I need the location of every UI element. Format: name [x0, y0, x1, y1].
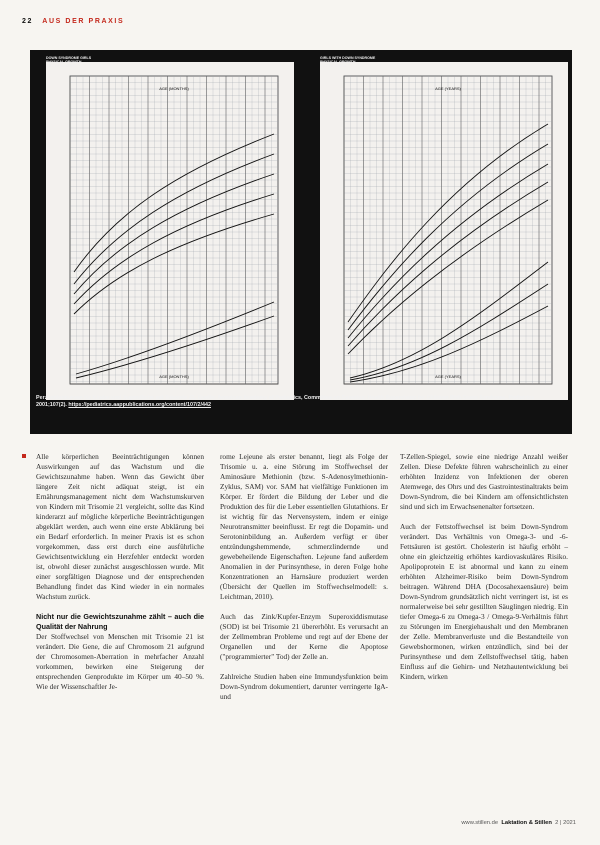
footer-issue: 2 | 2021 — [555, 820, 576, 826]
axis-label-top: AGE (MONTHS) — [159, 86, 189, 91]
paragraph: Auch der Fettstoffwechsel ist beim Down-Syndrom verändert. Das Verhältnis von Omega-3- und -6-Fettsäuren ist gestört. Cholesterin ist häufig erhöht – ohne ein gleichzeitig erhöhtes kardiovaskuläres Risiko. Apolipoprotein E ist abnormal und kann zu einem erhöhten Alzheimer-Risiko beim Down-Syndrom beitragen. Während DHA (Docosahexaensäure) beim Down-Syndrom grundsätzlich nicht verringert ist, ist es normalerweise bei sehr gestillten Säuglingen niedrig. Ein tiefer Omega-6 zu Omega-3 / Omega-9-Verhältnis führt zu Störungen im Energiehaushalt und den Membranen der Zelle. Membranverluste und die Bestandteile von Gewebshormonen, wirken entzündlich, sind bei der Purinsynthese und dem Zellstoffwechsel tätig, haben Einfluss auf die Gehirn- und Netzhautentwicklung bei Kindern, wirken — [400, 522, 568, 681]
caption-link[interactable]: https://pediatrics.aappublications.org/content/107/2/442 — [68, 402, 211, 408]
page-number: 22 — [22, 18, 33, 25]
paragraph: Alle körperlichen Beeinträchtigungen können Auswirkungen auf das Wachstum und die Gewichtszunahme haben. Wenn das Gewicht über längere Zeit nicht adäquat steigt, ist ein Ernährungsmanagement nicht dem Wachstumskurven von Kindern mit Trisomie 21 vergleicht, sollte das Kind kinderarzt auf mögliche körperliche Beeinträchtigungen abgeklärt werden, auch wenn eine erste Abklärung bei ein Bedarf erforderlich. In meiner Praxis ist es schon vorgekommen, dass erst durch eine ausführliche Gewichtsentwicklung ein Herzfehler entdeckt worden ist, obwohl dieser zunächst ausgeschlossen wurde. Mit einer sorgfältigen Diagnose und der entsprechenden Behandlung findet das Kind wieder in ein normales Wachstum zurück. — [36, 452, 204, 601]
chart-title-left: DOWN SYNDROME GIRLS PHYSICAL GROWTH 1 TO 18 MONTHS — [46, 56, 92, 68]
chart-grid-right — [320, 62, 568, 400]
caption-text: Perzentilenkurven für Kinder und Jugendliche mit Trisomie 21. Quelle: American Academy of Pediatrics, Committee on Genetics: Health Supervision for Children With Down Syndrome. Pediatrics 2001;107(2). — [36, 395, 535, 408]
section-title: AUS DER PRAXIS — [42, 18, 125, 25]
text-column-1 — [36, 452, 204, 702]
growth-chart-left — [46, 56, 294, 400]
axis-label-top: AGE (YEARS) — [435, 86, 461, 91]
text-column-3 — [400, 452, 568, 692]
paragraph: Der Stoffwechsel von Menschen mit Trisomie 21 ist verändert. Die Gene, die auf Chromosom 21 aufgrund der Chromosomen-Aberration in mehrfacher Anzahl vorkommen, bewirken eine Steigerung der entsprechenden Genprodukte im Körper um 40–50 %. Wie der Wissenschaftler Je- — [36, 632, 204, 691]
figure-caption — [36, 395, 566, 409]
footer-url: www.stillen.de — [461, 820, 499, 826]
paragraph: T-Zellen-Spiegel, sowie eine niedrige Anzahl weißer Zellen. Diese Defekte führen wahrscheinlich zu einer erhöhten Inzidenz von Infektionen der oberen Atemwege, des Ohrs und des Gastrointestinaltrakts beim Down-Syndrom, die bei Kindern am offensichtlichsten sind und sich im Erwachsenenalter fortsetzen. — [400, 452, 568, 511]
chart-grid-left — [46, 62, 294, 400]
footer-magazine: Laktation & Stillen — [501, 820, 552, 826]
paragraph: Auch das Zink/Kupfer-Enzym Superoxiddismutase (SOD) ist bei Trisomie 21 übererhöht. Es verursacht an der Zellmembran Probleme und regt auf der Ebene der Organellen und der Kerne die Apoptose ("programmierter" Tod) der Zelle an. — [220, 612, 388, 661]
bullet-marker — [22, 454, 26, 458]
growth-chart-right — [320, 56, 568, 400]
subheading: Nicht nur die Gewichtszunahme zählt – auch die Qualität der Nahrung — [36, 612, 204, 631]
paragraph: rome Lejeune als erster benannt, liegt als Folge der Trisomie u. a. eine Störung im Stoffwechsel der Aminosäure Methionin (bzw. S-Adenosylmethionin-Zyklus, SAM) vor. SAM hat vielfältige Funktionen im Körper. Er fördert die Bildung der Leber und die Produktion des für die Leber essentiellen Glutathions. Er ist wichtig für das Nervensystem, indem er einige Neurotransmitter beeinflusst. Er regt die Dopamin- und Serotoninbildung an. Außerdem verfügt er über entzündungshemmende, schmerzlindernde und gewebeheilende Eigenschaften. Lejeune fand außerdem Anomalien in der Purinsynthese, in deren Folge hohe Konzentrationen an Harnsäure produziert werden (Übersicht der Quellen im Stoffwechselmodell: s. Leichtman, 2010). — [220, 452, 388, 601]
chart-title-right: GIRLS WITH DOWN SYNDROME PHYSICAL GROWTH 2 TO 18 YEARS — [320, 56, 376, 68]
growth-chart-figure — [30, 50, 572, 434]
paragraph: Zahlreiche Studien haben eine Immundysfunktion beim Down-Syndrom dokumentiert, darunter verringerte IgA- und — [220, 672, 388, 701]
page-footer — [461, 820, 576, 826]
text-column-2 — [220, 452, 388, 712]
page-header — [22, 18, 124, 25]
axis-label-bottom: AGE (MONTHS) — [159, 374, 189, 379]
axis-label-bottom: AGE (YEARS) — [435, 374, 461, 379]
